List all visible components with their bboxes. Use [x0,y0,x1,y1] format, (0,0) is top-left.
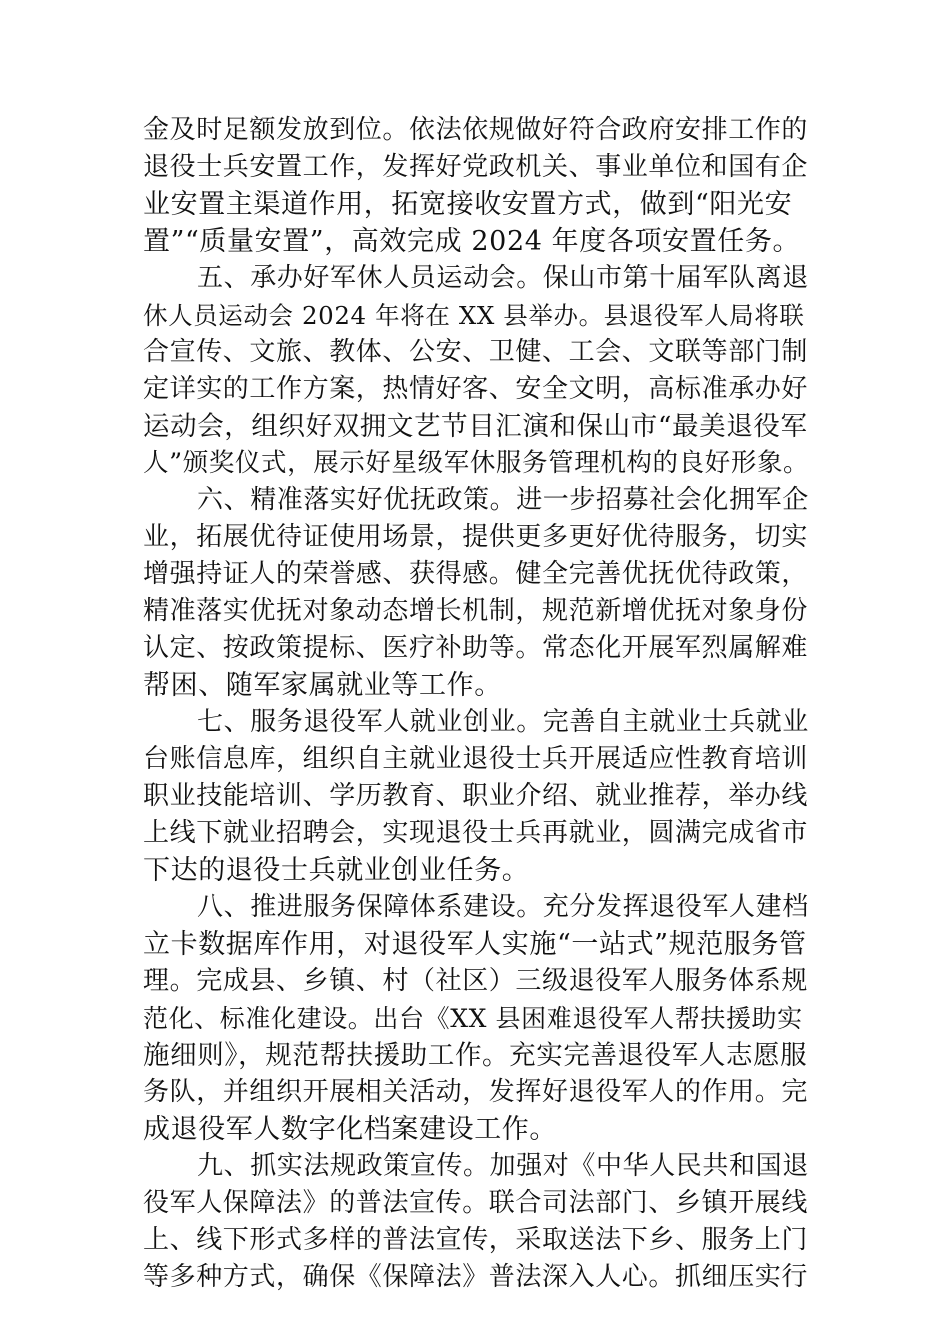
paragraph-first-line: 八、推进服务保障体系建设。充分发挥退役军人建档 [197,892,809,922]
paragraph-first-line: 六、精准落实好优抚政策。进一步招募社会化拥军企 [197,485,809,515]
paragraph-first-line: 五、承办好军休人员运动会。保山市第十届军队离退 [197,263,809,293]
text-line: 职业技能培训、学历教育、职业介绍、就业推荐，举办线 [143,781,809,811]
document-page [143,112,813,1296]
text-line: 施细则》，规范帮扶援助工作。充实完善退役军人志愿服 [143,1040,808,1071]
text-line: 台账信息库，组织自主就业退役士兵开展适应性教育培训 [143,744,809,774]
text-line: 上、线下形式多样的普法宣传，采取送法下乡、服务上门 [143,1225,809,1255]
text-line: 下达的退役士兵就业创业任务。 [143,855,530,886]
text-line: 成退役军人数字化档案建设工作。 [143,1114,557,1145]
text-line: 业，拓展优待证使用场景，提供更多更好优待服务，切实 [143,522,809,552]
text-line: 增强持证人的荣誉感、获得感。健全完善优抚优待政策， [143,559,809,589]
paragraph-first-line: 七、服务退役军人就业创业。完善自主就业士兵就业 [197,707,809,737]
text-line: 务队，并组织开展相关活动，发挥好退役军人的作用。完 [143,1077,809,1107]
text-line: 业安置主渠道作用，拓宽接收安置方式，做到“阳光安 [143,189,793,220]
paragraph-first-line: 九、抓实法规政策宣传。加强对《中华人民共和国退 [197,1151,809,1181]
text-line: 运动会，组织好双拥文艺节目汇演和保山市“最美退役军 [143,411,808,442]
text-line: 定详实的工作方案，热情好客、安全文明，高标准承办好 [143,374,809,404]
text-line: 退役士兵安置工作，发挥好党政机关、事业单位和国有企 [143,152,809,182]
text-line: 休人员运动会 2024 年将在 XX 县举办。县退役军人局将联 [143,301,805,330]
text-line: 认定、按政策提标、医疗补助等。常态化开展军烈属解难 [143,633,809,663]
text-line: 精准落实优抚对象动态增长机制，规范新增优抚对象身份 [143,596,809,626]
text-line: 上线下就业招聘会，实现退役士兵再就业，圆满完成省市 [143,818,809,848]
text-line: 置”“质量安置”，高效完成 2024 年度各项安置任务。 [143,226,801,257]
text-line: 金及时足额发放到位。依法依规做好符合政府安排工作的 [143,115,809,145]
text-line: 理。完成县、乡镇、村（社区）三级退役军人服务体系规 [143,966,809,996]
text-line: 立卡数据库作用，对退役军人实施“一站式”规范服务管 [143,929,807,960]
text-line: 帮困、随军家属就业等工作。 [143,670,502,701]
text-line: 等多种方式，确保《保障法》普法深入人心。抓细压实行 [143,1262,809,1292]
text-line: 人”颁奖仪式，展示好星级军休服务管理机构的良好形象。 [143,448,810,478]
text-line: 役军人保障法》的普法宣传。联合司法部门、乡镇开展线 [143,1188,809,1218]
text-line: 合宣传、文旅、教体、公安、卫健、工会、文联等部门制 [143,337,809,367]
text-line: 范化、标准化建设。出台《XX 县困难退役军人帮扶援助实 [143,1004,803,1033]
